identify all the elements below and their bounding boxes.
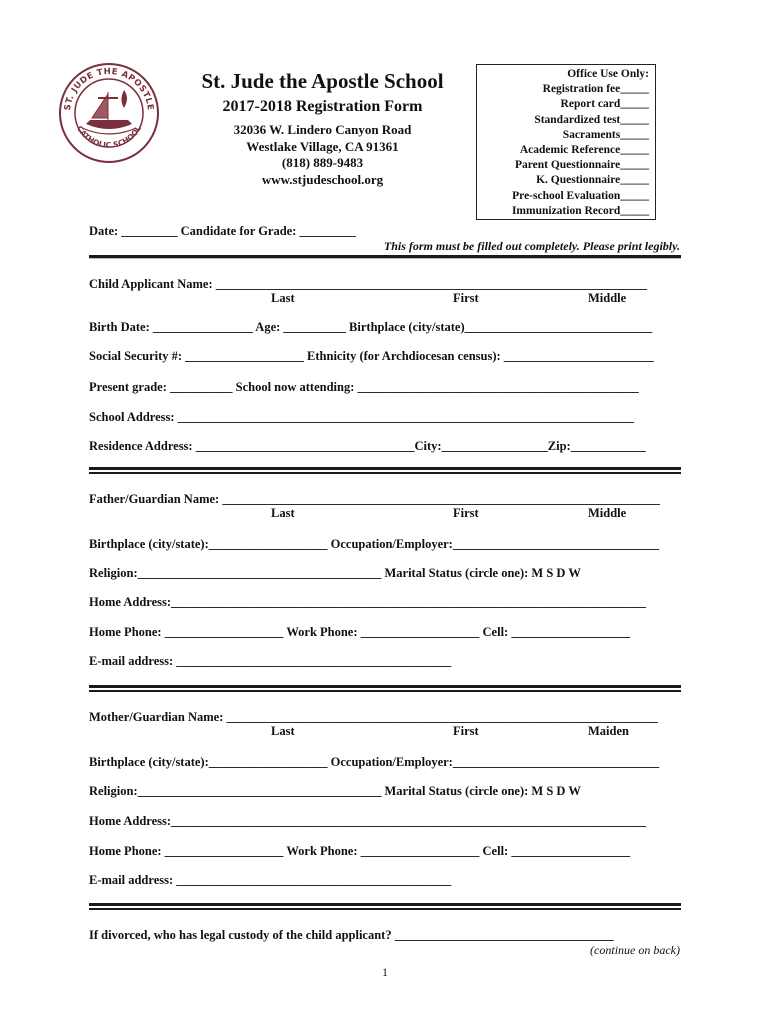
date-grade-field[interactable]: Date: _________ Candidate for Grade: _________ — [89, 224, 356, 238]
mother-birthplace-field[interactable]: Birthplace (city/state):___________________ Occupation/Employer:_________________________________ — [89, 755, 660, 769]
instruction-note: This form must be filled out completely. Please print legibly. — [383, 239, 680, 253]
mother-first-label: First — [453, 724, 479, 738]
mother-email-field[interactable]: E-mail address: ____________________________________________ — [89, 873, 452, 887]
school-address-line1: 32036 W. Lindero Canyon Road — [233, 122, 412, 137]
father-name-field[interactable]: Father/Guardian Name: ______________________________________________________________________ — [89, 492, 660, 506]
father-first-label: First — [453, 506, 479, 520]
child-school-address-field[interactable]: School Address: _________________________________________________________________________ — [89, 410, 634, 424]
father-birthplace-field[interactable]: Birthplace (city/state):___________________ Occupation/Employer:_________________________________ — [89, 537, 660, 551]
office-use-box — [476, 64, 656, 220]
office-sacraments: Sacraments_____ — [562, 128, 649, 141]
office-use-title: Office Use Only: — [567, 68, 649, 80]
child-first-label: First — [453, 291, 479, 305]
child-ssn-field[interactable]: Social Security #: ___________________ Ethnicity (for Archdiocesan census): ________________________ — [89, 349, 654, 363]
father-religion-field[interactable]: Religion:_______________________________________ Marital Status (circle one): M S D W — [89, 566, 581, 580]
child-grade-field[interactable]: Present grade: __________ School now attending: _____________________________________________ — [89, 380, 639, 394]
section-divider — [89, 255, 681, 259]
child-last-label: Last — [271, 291, 295, 305]
mother-maiden-label: Maiden — [588, 724, 629, 738]
office-parent-questionnaire: Parent Questionnaire_____ — [514, 159, 649, 172]
form-title: 2017-2018 Registration Form — [222, 98, 423, 115]
father-email-field[interactable]: E-mail address: ____________________________________________ — [89, 654, 452, 668]
seal-top-text: ST. JUDE THE APOSTLE — [62, 66, 155, 112]
office-academic-reference: Academic Reference_____ — [519, 144, 649, 157]
page-number: 1 — [382, 965, 388, 979]
mother-home-address-field[interactable]: Home Address:____________________________________________________________________________ — [89, 814, 647, 828]
section-divider — [89, 685, 681, 692]
school-address-line2: Westlake Village, CA 91361 — [246, 138, 399, 154]
school-header — [180, 68, 465, 188]
custody-field[interactable]: If divorced, who has legal custody of the child applicant? ___________________________________ — [89, 928, 614, 942]
office-standardized-test: Standardized test_____ — [534, 113, 649, 126]
school-name: St. Jude the Apostle School — [201, 69, 444, 93]
father-middle-label: Middle — [588, 506, 627, 520]
office-k-questionnaire: K. Questionnaire_____ — [536, 174, 649, 187]
school-website: www.stjudeschool.org — [261, 171, 384, 187]
child-name-field[interactable]: Child Applicant Name: _____________________________________________________________________ — [89, 277, 648, 291]
office-report-card: Report card_____ — [560, 98, 649, 111]
mother-religion-field[interactable]: Religion:_______________________________________ Marital Status (circle one): M S D W — [89, 784, 581, 798]
office-immunization-record: Immunization Record_____ — [511, 204, 649, 217]
office-preschool-evaluation: Pre-school Evaluation_____ — [512, 189, 649, 202]
office-registration-fee: Registration fee_____ — [542, 83, 649, 96]
father-last-label: Last — [271, 506, 295, 520]
school-seal — [58, 62, 160, 164]
continue-note: (continue on back) — [590, 943, 680, 957]
child-residence-field[interactable]: Residence Address: ___________________________________City:_________________Zip:____________ — [89, 439, 646, 453]
section-divider — [89, 467, 681, 474]
father-phones-field[interactable]: Home Phone: ___________________ Work Phone: ___________________ Cell: ___________________ — [89, 625, 631, 639]
child-birth-field[interactable]: Birth Date: ________________ Age: __________ Birthplace (city/state)______________________________ — [89, 320, 653, 334]
seal-bottom-text: CATHOLIC SCHOOL — [75, 124, 143, 150]
mother-phones-field[interactable]: Home Phone: ___________________ Work Phone: ___________________ Cell: ___________________ — [89, 844, 631, 858]
mother-last-label: Last — [271, 724, 295, 738]
father-home-address-field[interactable]: Home Address:____________________________________________________________________________ — [89, 595, 647, 609]
child-middle-label: Middle — [588, 291, 627, 305]
school-phone: (818) 889-9483 — [281, 155, 364, 170]
section-divider — [89, 903, 681, 910]
mother-name-field[interactable]: Mother/Guardian Name: _____________________________________________________________________ — [89, 710, 658, 724]
